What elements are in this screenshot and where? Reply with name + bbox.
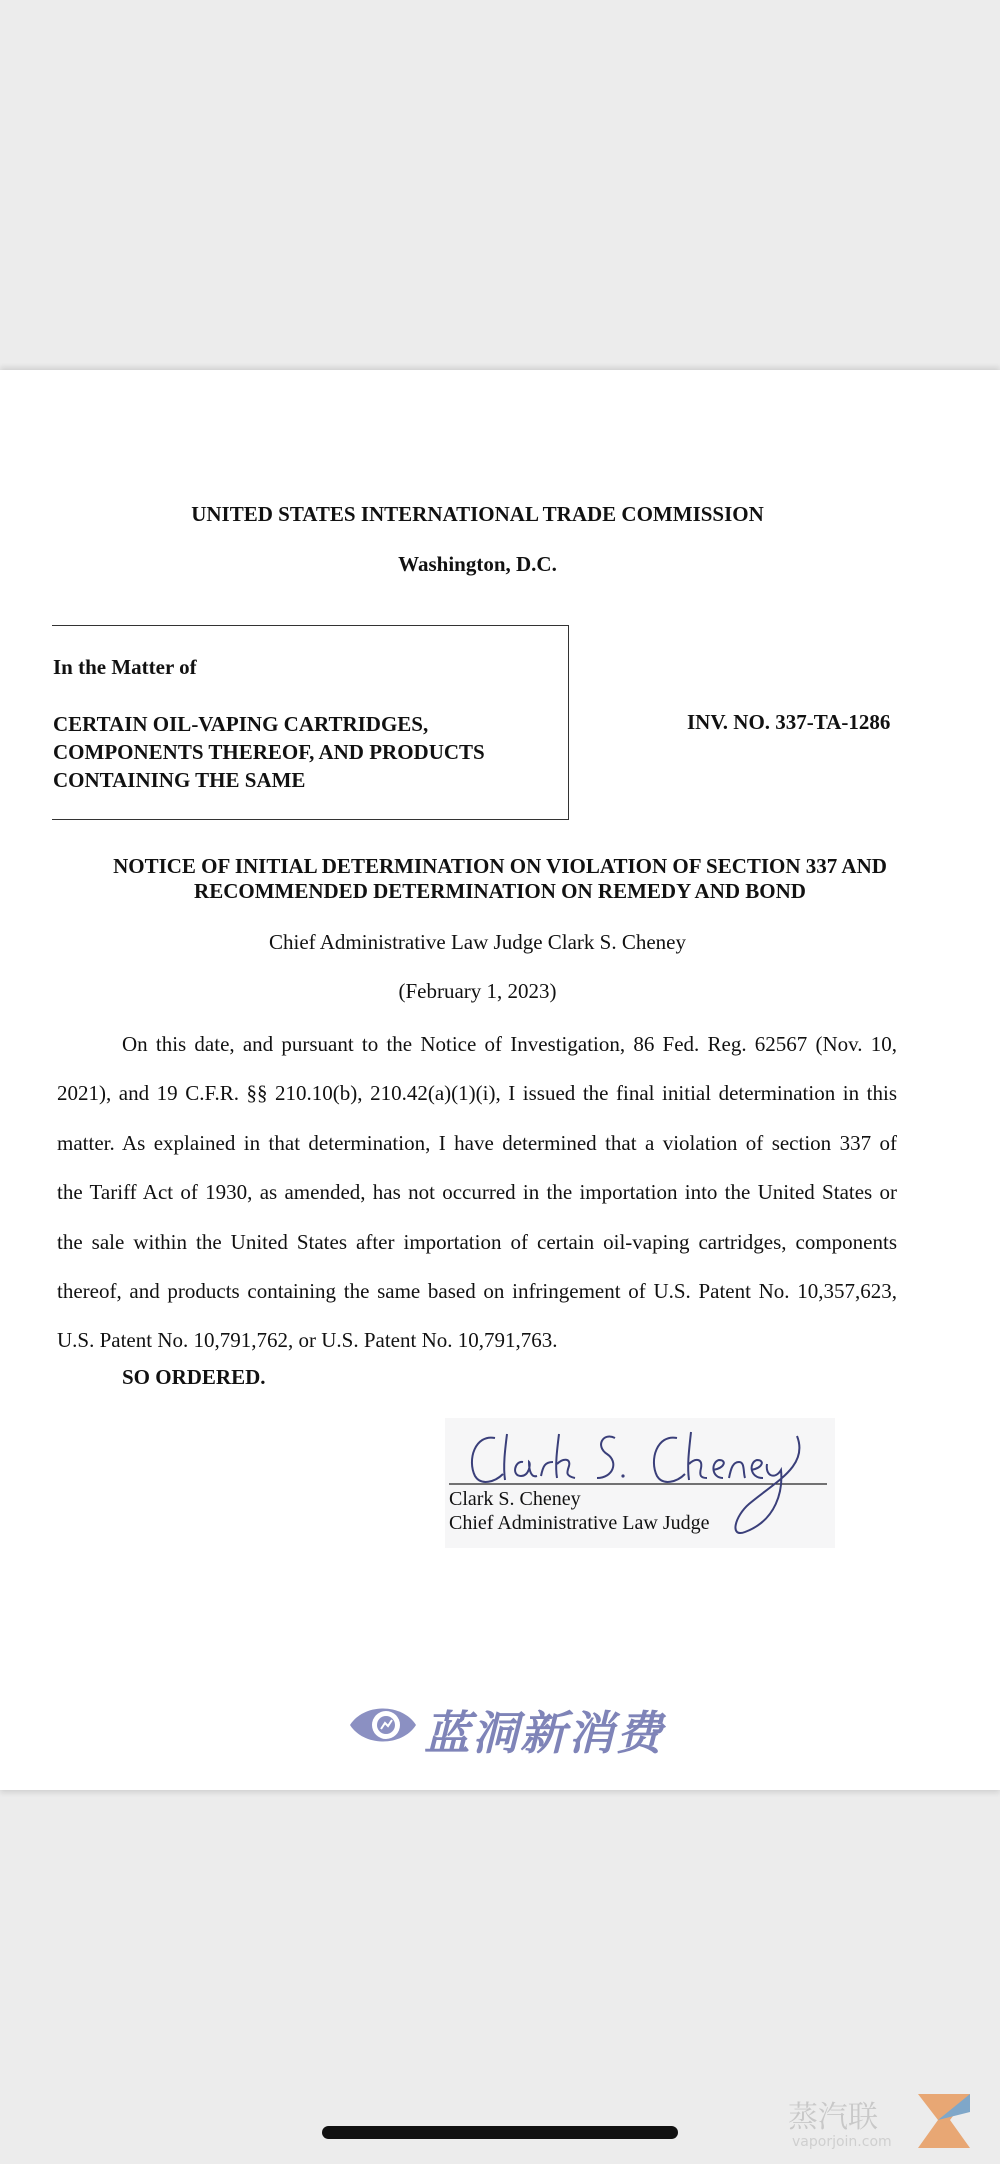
so-ordered: SO ORDERED. <box>122 1365 266 1389</box>
corner-watermark <box>788 2088 988 2158</box>
document-page <box>0 370 1000 1790</box>
body-paragraph <box>57 1020 897 1366</box>
corner-logo-icon <box>910 2090 978 2152</box>
matter-label: In the Matter of <box>53 655 197 679</box>
investigation-number: INV. NO. 337-TA-1286 <box>687 710 891 734</box>
body-line: thereof, and products containing the same based on infringement of U.S. Patent No. 10,357,623, <box>57 1278 897 1303</box>
corner-watermark-url: vaporjoin.com <box>792 2134 892 2150</box>
agency-heading: UNITED STATES INTERNATIONAL TRADE COMMISSION <box>191 502 764 526</box>
body-line: On this date, and pursuant to the Notice of Investigation, 86 Fed. Reg. 62567 (Nov. 10, <box>122 1032 897 1056</box>
corner-watermark-text: 蒸汽联 <box>788 2100 878 2135</box>
signatory-name: Clark S. Cheney <box>449 1488 581 1510</box>
home-indicator[interactable] <box>322 2126 678 2139</box>
caption-line: CERTAIN OIL-VAPING CARTRIDGES, <box>53 712 429 736</box>
notice-title-line: RECOMMENDED DETERMINATION ON REMEDY AND BOND <box>194 879 806 903</box>
signature-name-block <box>449 1487 710 1535</box>
body-line: matter. As explained in that determination, I have determined that a violation of section 337 of <box>57 1130 897 1155</box>
judge-line: Chief Administrative Law Judge Clark S. Cheney <box>268 930 687 954</box>
caption-line: COMPONENTS THEREOF, AND PRODUCTS <box>53 740 485 764</box>
watermark-logo <box>348 1695 664 1760</box>
body-line: the sale within the United States after importation of certain oil-vaping cartridges, components <box>57 1229 897 1254</box>
body-line: the Tariff Act of 1930, as amended, has not occurred in the importation into the United States or <box>57 1180 897 1205</box>
signatory-title: Chief Administrative Law Judge <box>449 1512 710 1534</box>
notice-title-line: NOTICE OF INITIAL DETERMINATION ON VIOLATION OF SECTION 337 AND <box>113 854 887 878</box>
case-caption <box>53 710 485 794</box>
body-line: 2021), and 19 C.F.R. §§ 210.10(b), 210.42(a)(1)(i), I issued the final initial determination in this <box>57 1081 897 1106</box>
eye-logo-icon <box>348 1695 418 1755</box>
notice-title <box>0 854 1000 904</box>
body-line: U.S. Patent No. 10,791,762, or U.S. Patent No. 10,791,763. <box>57 1328 558 1353</box>
caption-line: CONTAINING THE SAME <box>53 768 306 792</box>
notice-date: (February 1, 2023) <box>398 979 557 1003</box>
location-heading: Washington, D.C. <box>398 552 557 576</box>
logo-text: 蓝洞新消费 <box>424 1706 664 1760</box>
